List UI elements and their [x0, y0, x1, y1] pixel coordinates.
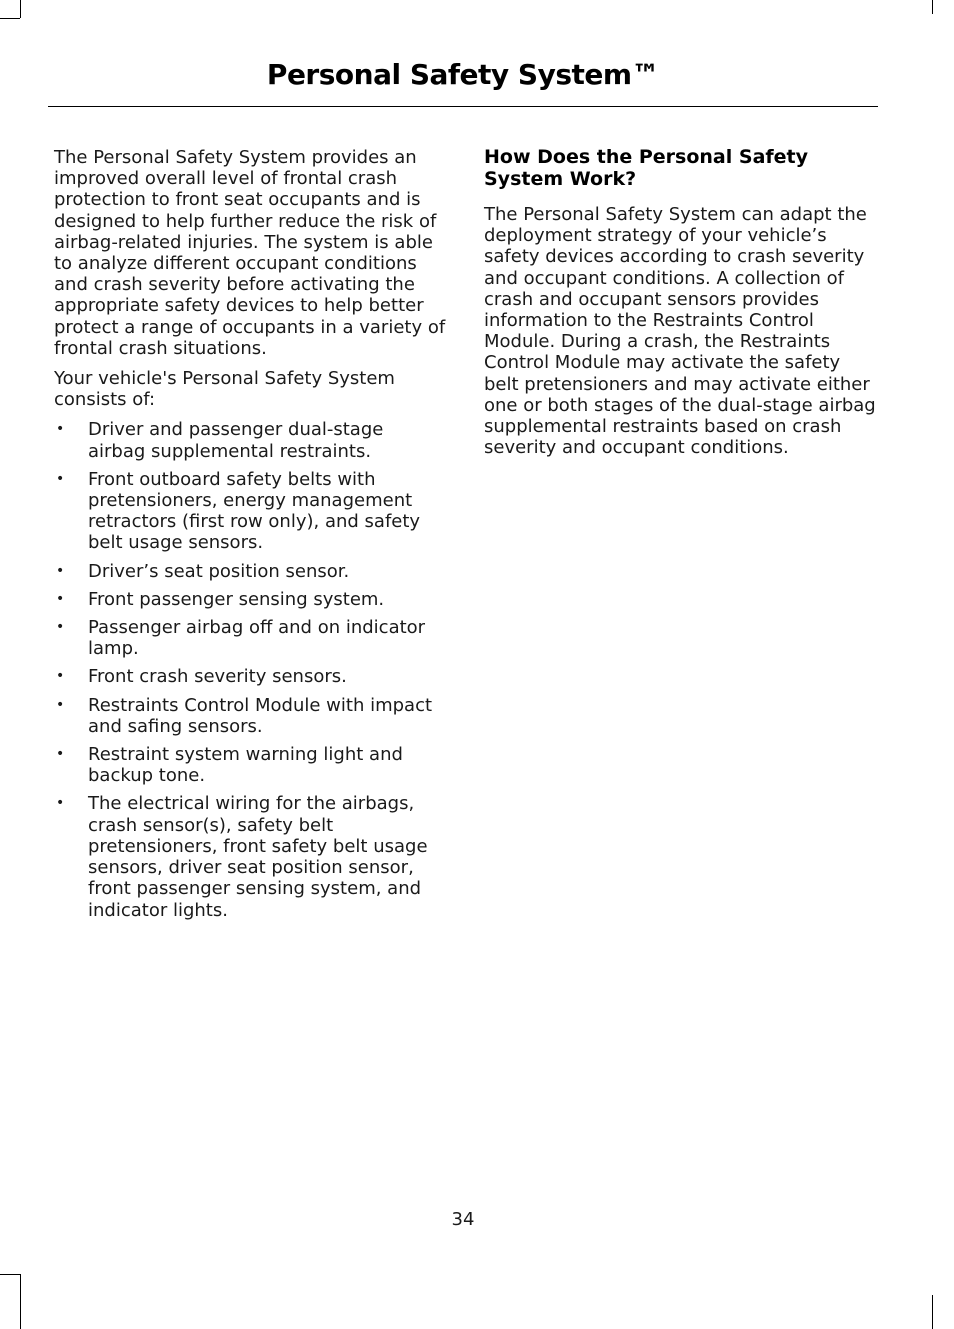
title-divider: [48, 106, 878, 107]
bullet-icon: •: [56, 619, 65, 636]
list-item-text: Driver and passenger dual-stage airbag supplemental restraints.: [88, 419, 384, 462]
bullet-icon: •: [56, 746, 65, 763]
list-item: [54, 793, 446, 920]
list-item-text: Front crash severity sensors.: [88, 666, 347, 688]
components-list: [54, 419, 446, 920]
consists-of-paragraph: Your vehicle's Personal Safety System consists of:: [54, 368, 395, 411]
list-item-text: Front passenger sensing system.: [88, 588, 385, 610]
list-item-text: Front outboard safety belts with pretensioners, energy management retractors (first row only), and safety belt usage sensors.: [88, 468, 421, 554]
list-item: [54, 561, 446, 582]
list-item-text: Restraint system warning light and backup tone.: [88, 744, 403, 787]
bullet-icon: •: [56, 795, 65, 812]
list-item: [54, 617, 446, 659]
bullet-icon: •: [56, 470, 65, 487]
list-item: [54, 419, 446, 461]
list-item: [54, 469, 446, 554]
section-heading: How Does the Personal Safety System Work?: [484, 146, 809, 190]
page-title: Personal Safety System™: [266, 58, 660, 91]
crop-mark-top-right-vertical: [932, 0, 933, 14]
list-item: [54, 744, 446, 786]
bullet-icon: •: [56, 562, 65, 579]
list-item: [54, 666, 446, 687]
list-item-text: Driver’s seat position sensor.: [88, 560, 350, 582]
page-number: 34: [451, 1209, 475, 1230]
list-item-text: Passenger airbag off and on indicator lamp.: [88, 617, 426, 660]
list-item-text: Restraints Control Module with impact and safing sensors.: [88, 694, 433, 737]
crop-mark-bottom-left-horizontal: [0, 1274, 20, 1275]
bullet-icon: •: [56, 696, 65, 713]
bullet-icon: •: [56, 590, 65, 607]
crop-mark-top-left-vertical: [20, 0, 21, 18]
right-column: [484, 147, 876, 467]
bullet-icon: •: [56, 668, 65, 685]
list-item-text: The electrical wiring for the airbags, crash sensor(s), safety belt pretensioners, front safety belt usage sensors, driver seat position sensor, front passenger sensing system, and indicator lights.: [88, 793, 428, 921]
crop-mark-top-left-horizontal: [0, 18, 20, 19]
left-column: [54, 147, 446, 928]
bullet-icon: •: [56, 421, 65, 438]
list-item: [54, 695, 446, 737]
crop-mark-bottom-right-vertical: [932, 1295, 933, 1329]
list-item: [54, 589, 446, 610]
crop-mark-bottom-left-vertical: [20, 1274, 21, 1329]
intro-paragraph: The Personal Safety System provides an improved overall level of frontal crash protection to front seat occupants and is designed to help further reduce the risk of airbag-related injuries. The system is able to analyze different occupant conditions and crash severity before activating the appropriate safety devices to help better protect a range of occupants in a variety of frontal crash situations.: [54, 147, 446, 359]
section-body: The Personal Safety System can adapt the deployment strategy of your vehicle’s safety devices according to crash severity and occupant conditions. A collection of crash and occupant sensors provides information to the Restraints Control Module. During a crash, the Restraints Control Module may activate the safety belt pretensioners and may activate either one or both stages of the dual-stage airbag supplemental restraints based on crash severity and occupant conditions.: [484, 204, 876, 459]
